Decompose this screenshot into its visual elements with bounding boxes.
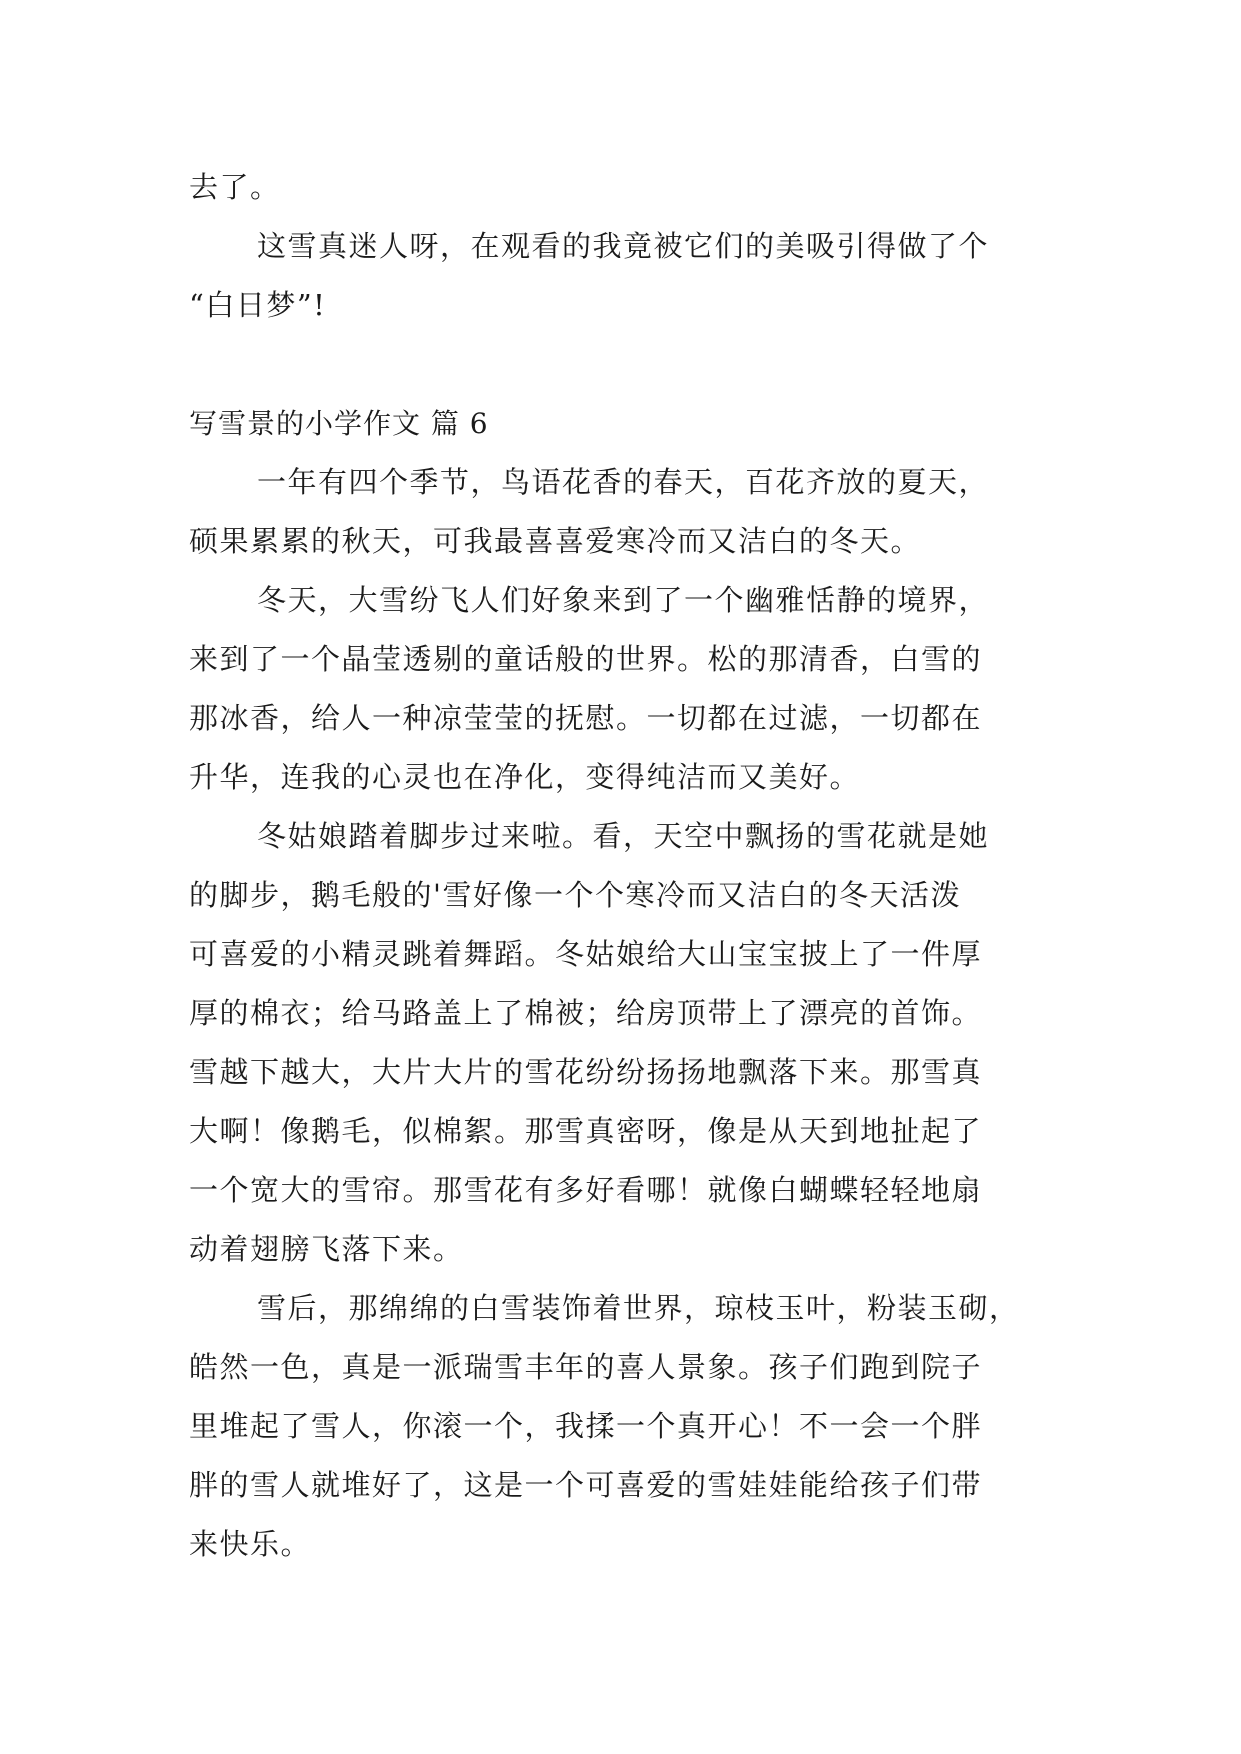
paragraph-gap — [189, 335, 1059, 394]
text-line: 去了。 — [189, 170, 281, 204]
text-line: 冬姑娘踏着脚步过来啦。看，天空中飘扬的雪花就是她 — [257, 819, 990, 853]
paragraph-2 — [189, 571, 1059, 807]
text-line: 那冰香，给人一种凉莹莹的抚慰。一切都在过滤，一切都在 — [189, 701, 983, 735]
text-line: 大啊！像鹅毛，似棉絮。那雪真密呀，像是从天到地扯起了 — [189, 1114, 983, 1148]
text-line: 雪后，那绵绵的白雪装饰着世界，琼枝玉叶，粉装玉砌， — [257, 1291, 1020, 1325]
text-line: 冬天，大雪纷飞人们好象来到了一个幽雅恬静的境界， — [257, 583, 990, 617]
text-line: “白日梦”! — [189, 288, 327, 322]
text-line: 可喜爱的小精灵跳着舞蹈。冬姑娘给大山宝宝披上了一件厚 — [189, 937, 983, 971]
text-line: 的脚步，鹅毛般的'雪好像一个个寒冷而又洁白的冬天活泼 — [189, 878, 961, 912]
text-line: 里堆起了雪人，你滚一个，我揉一个真开心！不一会一个胖 — [189, 1409, 983, 1443]
paragraph-1 — [189, 453, 1059, 571]
text-line: 动着翅膀飞落下来。 — [189, 1232, 464, 1266]
text-line: 一年有四个季节，鸟语花香的春天，百花齐放的夏天， — [257, 465, 990, 499]
paragraph-4 — [189, 1279, 1059, 1574]
text-line: 胖的雪人就堆好了，这是一个可喜爱的雪娃娃能给孩子们带 — [189, 1468, 983, 1502]
document-body — [189, 158, 1059, 1574]
text-line: 升华，连我的心灵也在净化，变得纯洁而又美好。 — [189, 760, 861, 794]
paragraph-3 — [189, 807, 1059, 1279]
text-line: 雪越下越大，大片大片的雪花纷纷扬扬地飘落下来。那雪真 — [189, 1055, 983, 1089]
text-line: 硕果累累的秋天，可我最喜喜爱寒冷而又洁白的冬天。 — [189, 524, 922, 558]
text-line: 皓然一色，真是一派瑞雪丰年的喜人景象。孩子们跑到院子 — [189, 1350, 983, 1384]
section-heading: 写雪景的小学作文 篇 6 — [189, 407, 489, 440]
text-line: 厚的棉衣；给马路盖上了棉被；给房顶带上了漂亮的首饰。 — [189, 996, 983, 1030]
text-line: 来快乐。 — [189, 1527, 312, 1561]
text-line: 这雪真迷人呀，在观看的我竟被它们的美吸引得做了个 — [257, 229, 990, 263]
text-line: 一个宽大的雪帘。那雪花有多好看哪！就像白蝴蝶轻轻地扇 — [189, 1173, 983, 1207]
text-line: 来到了一个晶莹透剔的童话般的世界。松的那清香，白雪的 — [189, 642, 983, 676]
